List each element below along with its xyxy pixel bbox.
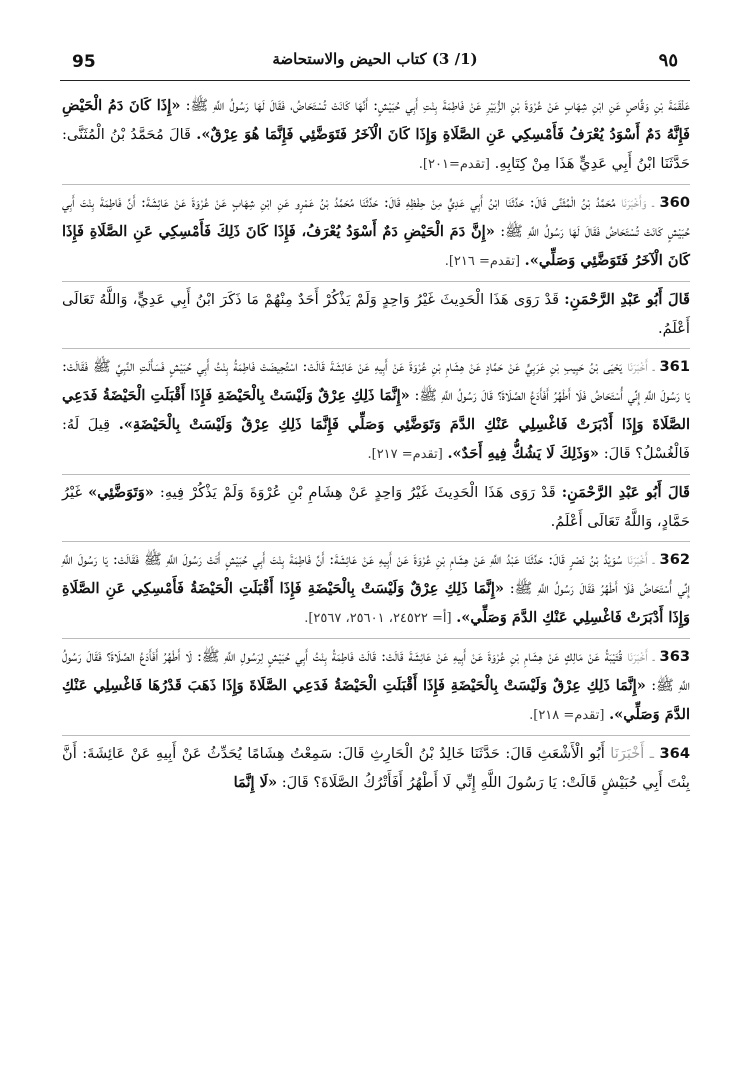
cross-reference: [أ= ٢٤٥٢٢، ٢٥٦٠١، ٢٥٦٧]. bbox=[304, 611, 452, 626]
author-comment-2 bbox=[62, 474, 690, 541]
page-header bbox=[60, 42, 690, 78]
hadith-364 bbox=[62, 735, 690, 802]
hadith-362 bbox=[62, 541, 690, 638]
comment-text: قَدْ رَوَى هَذَا الْحَدِيثَ غَيْرُ وَاحِدٍ وَلَمْ يَذْكُرْ أَحَدٌ مِنْهُمْ مَا ذَكَرَ ابْنُ أَبِي عَدِيٍّ، وَاللَّهُ تَعَالَى أَعْلَمُ. bbox=[62, 291, 690, 337]
hadith-quote: «إِنَّمَا ذَلِكِ عِرْقٌ وَلَيْسَتْ بِالْحَيْضَةِ فَإِذَا أَقْبَلَتِ الْحَيْضَةُ فَأَمْسِكِي عَنِ الصَّلَاةِ وَإِذَا أَدْبَرَتْ فَاغْسِلِي عَنْكِ الدَّمَ وَصَلِّي». bbox=[62, 580, 690, 626]
hadith-360 bbox=[62, 184, 690, 281]
hadith-number: 362 bbox=[659, 551, 691, 568]
header-rule bbox=[60, 80, 690, 81]
hadith-363 bbox=[62, 638, 690, 735]
hadith-note: قَالَ مُحَمَّدُ بْنُ الْمُثَنَّى: حَدَّثَنَا ابْنُ أَبِي عَدِيٍّ هَذَا مِنْ كِتَابِهِ. bbox=[62, 126, 690, 172]
page-body bbox=[62, 88, 690, 802]
hadith-number: 360 bbox=[659, 194, 690, 211]
hadith-text: أَبُو الْأَشْعَثِ قَالَ: حَدَّثَنَا خَالِدُ بْنُ الْحَارِثِ قَالَ: سَمِعْتُ هِشَامًا يُحَدِّثُ عَنْ أَبِيهِ عَنْ عَائِشَةَ: أَنَّ بِنْتَ أَبِي حُبَيْشٍ قَالَتْ: يَا رَسُولَ اللَّهِ إِنِّي لَا أَطْهُرُ أَفَأَتْرُكُ الصَّلَاةَ؟ قَالَ: bbox=[62, 745, 690, 791]
page-number-arabic: ٩٥ bbox=[658, 50, 678, 71]
narration-keyword: ـ أَخْبَرَنَا bbox=[627, 358, 655, 375]
comment-lead: قَالَ أَبُو عَبْدِ الرَّحْمَنِ: bbox=[564, 291, 691, 308]
narration-keyword: ـ أَخْبَرَنَا bbox=[610, 745, 655, 762]
hadith-quote: «إِذَا كَانَ دَمُ الْحَيْضِ فَإِنَّهُ دَمٌ أَسْوَدُ يُعْرَفُ فَأَمْسِكِي عَنِ الصَّلَاةِ وَإِذَا كَانَ الْآخَرُ فَتَوَضَّئِي فَإِنَّمَا هُوَ عِرْقٌ». bbox=[62, 97, 691, 143]
narration-keyword: ـ أَخْبَرَنَا bbox=[627, 551, 655, 568]
cross-reference: [تقدم= ٢١٦]. bbox=[444, 254, 521, 269]
comment-quote: «وَتَوَضَّئِي» bbox=[88, 484, 154, 501]
comment-text-2: غَيْرُ حَمَّادٍ، وَاللَّهُ تَعَالَى أَعْلَمُ. bbox=[62, 484, 690, 530]
hadith-continuation bbox=[62, 88, 690, 184]
page-number-latin: 95 bbox=[72, 52, 96, 72]
hadith-number: 363 bbox=[659, 648, 691, 665]
hadith-text: قُتَيْبَةُ عَنْ مَالِكٍ عَنْ هِشَامِ بْنِ عُرْوَةَ عَنْ أَبِيهِ عَنْ عَائِشَةَ قَالَتْ: قَالَتْ فَاطِمَةُ بِنْتُ أَبِي حُبَيْشٍ لِرَسُولِ اللَّهِ ﷺ: لَا أَطْهُرُ أَفَأَدَعُ الصَّلَاةَ؟ فَقَالَ رَسُولُ اللَّهِ ﷺ: bbox=[62, 648, 691, 694]
comment-lead: قَالَ أَبُو عَبْدِ الرَّحْمَنِ: bbox=[561, 484, 690, 501]
cross-reference: [تقدم= ٢١٨]. bbox=[529, 708, 605, 723]
hadith-quote: «إِنَّمَا ذَلِكِ عِرْقٌ وَلَيْسَتْ بِالْحَيْضَةِ فَإِذَا أَقْبَلَتِ الْحَيْضَةُ فَدَعِي الصَّلَاةَ وَإِذَا ذَهَبَ قَدْرُهَا فَاغْسِلِي عَنْكِ الدَّمَ وَصَلِّي». bbox=[62, 677, 690, 723]
hadith-quote: «لَا إِنَّمَا bbox=[233, 774, 278, 791]
cross-reference: [تقدم= ٢١٧]. bbox=[367, 447, 443, 462]
hadith-text: يَحْيَى بْنُ حَبِيبِ بْنِ عَرَبِيٍّ عَنْ حَمَّادٍ عَنْ هِشَامِ بْنِ عُرْوَةَ عَنْ أَبِيهِ عَنْ عَائِشَةَ قَالَتْ: اسْتُحِيضَتْ فَاطِمَةُ بِنْتُ أَبِي حُبَيْشٍ فَسَأَلَتِ النَّبِيَّ ﷺ فَقَالَتْ: يَا رَسُولَ اللَّهِ إِنِّي أُسْتَحَاضُ فَلَا أَطْهُرُ أَفَأَدَعُ الصَّلَاةَ؟ قَالَ رَسُولُ اللَّهِ ﷺ: bbox=[62, 358, 691, 404]
hadith-text-2: قِيلَ لَهُ: فَالْغُسْلُ؟ قَالَ: bbox=[62, 416, 690, 462]
cross-reference: [تقدم=٢٠١]. bbox=[418, 157, 490, 172]
narration-keyword: ـ وَأَخْبَرَنَا bbox=[621, 194, 654, 211]
narration-keyword: ـ أَخْبَرَنَا bbox=[627, 648, 655, 665]
hadith-number: 361 bbox=[659, 358, 690, 375]
author-comment-1 bbox=[62, 281, 690, 348]
running-title: (1/ 3) كتاب الحيض والاستحاضة bbox=[272, 50, 478, 68]
hadith-quote: «إِنَّ دَمَ الْحَيْضِ دَمٌ أَسْوَدُ يُعْرَفُ، فَإِذَا كَانَ ذَلِكَ فَأَمْسِكِي عَنِ الصَّلَاةِ فَإِذَا كَانَ الْآخَرُ فَتَوَضَّئِي وَصَلِّي». bbox=[62, 223, 690, 269]
hadith-quote-2: «وَذَلِكَ لَا يَشُكُّ فِيهِ أَحَدٌ». bbox=[447, 445, 600, 462]
hadith-number: 364 bbox=[659, 745, 690, 762]
hadith-text: سُوَيْدُ بْنُ نَصْرٍ قَالَ: حَدَّثَنَا عَبْدُ اللَّهِ عَنْ هِشَامِ بْنِ عُرْوَةَ عَنْ أَبِيهِ عَنْ عَائِشَةَ: أَنَّ فَاطِمَةَ بِنْتَ أَبِي حُبَيْشٍ أَتَتْ رَسُولَ اللَّهِ ﷺ فَقَالَتْ: يَا رَسُولَ اللَّهِ إِنِّي أُسْتَحَاضُ فَلَا أَطْهُرُ فَقَالَ رَسُولُ اللَّهِ ﷺ: bbox=[62, 551, 691, 597]
hadith-quote: «إِنَّمَا ذَلِكِ عِرْقٌ وَلَيْسَتْ بِالْحَيْضَةِ فَإِذَا أَقْبَلَتِ الْحَيْضَةُ فَدَعِي الصَّلَاةَ وَإِذَا أَدْبَرَتْ فَاغْسِلِي عَنْكِ الدَّمَ وَتَوَضَّئِي وَصَلِّي فَإِنَّمَا ذَلِكِ عِرْقٌ وَلَيْسَتْ بِالْحَيْضَةِ». bbox=[62, 387, 690, 433]
hadith-text: مُحَمَّدُ بْنُ الْمُثَنَّى قَالَ: حَدَّثَنَا ابْنُ أَبِي عَدِيٍّ مِنْ حِفْظِهِ قَالَ: حَدَّثَنَا مُحَمَّدُ بْنُ عَمْرٍو عَنِ ابْنِ شِهَابٍ عَنْ عُرْوَةَ عَنْ عَائِشَةَ: أَنَّ فَاطِمَةَ بِنْتَ أَبِي حُبَيْشٍ كَانَتْ تُسْتَحَاضُ فَقَالَ لَهَا رَسُولُ اللَّهِ ﷺ: bbox=[62, 194, 691, 240]
hadith-text: عَلْقَمَةَ بْنِ وَقَّاصٍ عَنِ ابْنِ شِهَابٍ عَنْ عُرْوَةَ بْنِ الزُّبَيْرِ عَنْ فَاطِمَةَ بِنْتِ أَبِي حُبَيْشٍ: أَنَّهَا كَانَتْ تُسْتَحَاضُ، فَقَالَ لَهَا رَسُولُ اللَّهِ ﷺ: bbox=[185, 97, 690, 114]
hadith-361 bbox=[62, 348, 690, 474]
comment-text: قَدْ رَوَى هَذَا الْحَدِيثَ غَيْرُ وَاحِدٍ عَنْ هِشَامِ بْنِ عُرْوَةَ وَلَمْ يَذْكُرْ فِيهِ: bbox=[159, 484, 556, 501]
